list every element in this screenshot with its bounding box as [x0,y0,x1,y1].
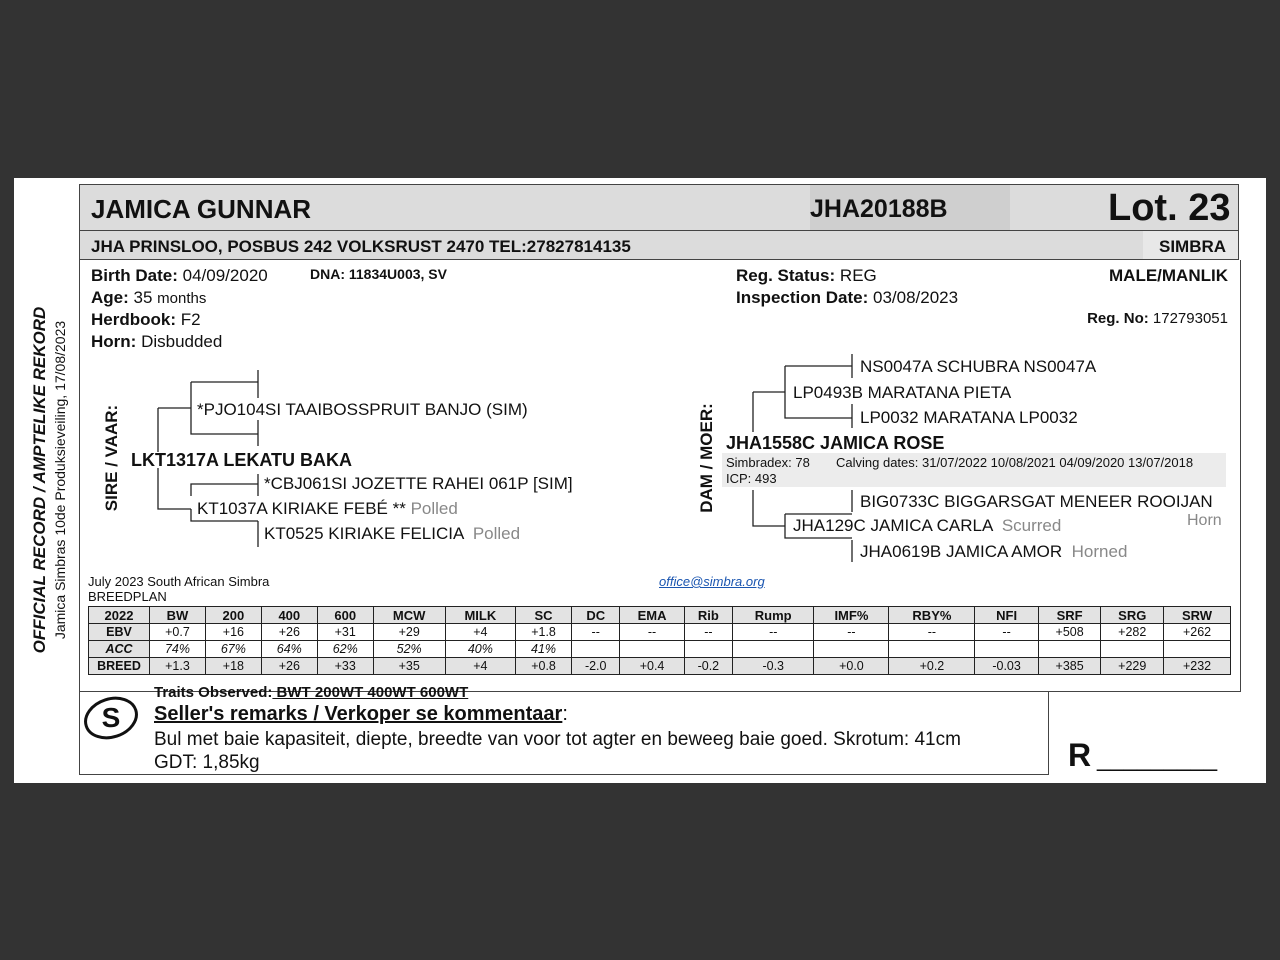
ebv-cell: +229 [1101,658,1164,675]
inspection-date: Inspection Date: 03/08/2023 [736,288,959,307]
ebv-cell [733,641,814,658]
simbra-logo-icon [83,694,139,740]
ebv-row [89,641,1231,658]
ebv-cell: -0.2 [684,658,732,675]
ebv-col-header: MILK [445,607,515,624]
ebv-cell [1038,641,1101,658]
ebv-cell: +4 [445,658,515,675]
reg-number: Reg. No: 172793051 [1087,310,1228,327]
ebv-cell: +16 [205,624,261,641]
ebv-cell: -- [684,624,732,641]
ebv-cell: +0.8 [516,658,572,675]
ebv-cell: +385 [1038,658,1101,675]
ebv-col-header: BW [150,607,206,624]
lot-number: Lot. 23 [1108,187,1231,229]
email-link[interactable]: office@simbra.org [659,574,765,589]
ebv-cell: 74% [150,641,206,658]
ebv-cell: 52% [373,641,445,658]
ebv-col-header: SRG [1101,607,1164,624]
remarks-line-1: Bul met baie kapasiteit, diepte, breedte van voor tot agter en beweeg baie goed. Skrotum: 41cm [154,729,961,750]
ebv-col-header: Rib [684,607,732,624]
ebv-header-row [89,607,1231,624]
ebv-col-header: 200 [205,607,261,624]
ebv-cell [684,641,732,658]
dam-dam: JHA129C JAMICA CARLA Scurred [793,516,1062,535]
dam-sire: LP0493B MARATANA PIETA [793,383,1012,402]
ebv-cell: 41% [516,641,572,658]
ebv-cell: +0.7 [150,624,206,641]
ebv-cell: -- [814,624,889,641]
ebv-cell: +0.2 [889,658,975,675]
ebv-col-header: SC [516,607,572,624]
traits-observed: Traits Observed: BWT 200WT 400WT 600WT [154,684,469,701]
sire-sire: *PJO104SI TAAIBOSSPRUIT BANJO (SIM) [197,400,528,419]
ebv-cell: -- [572,624,620,641]
ebv-cell [889,641,975,658]
ebv-col-header: NFI [975,607,1038,624]
ebv-cell: -- [620,624,684,641]
dam-dam-dam: JHA0619B JAMICA AMOR Horned [860,542,1128,561]
dna-info: DNA: 11834U003, SV [310,266,447,282]
dam-dam-sire: BIG0733C BIGGARSGAT MENEER ROOIJAN [860,492,1213,511]
ebv-cell: +0.4 [620,658,684,675]
auction-subtitle: Jamica Simbras 10de Produksieveiling, 17/08/2023 [52,320,68,640]
ebv-table [88,606,1231,675]
ebv-cell [1164,641,1231,658]
ebv-cell: +26 [261,658,317,675]
price-field[interactable]: _________ [1097,745,1218,772]
ebv-cell: +35 [373,658,445,675]
ebv-col-header: MCW [373,607,445,624]
herdbook: Herdbook: F2 [91,310,201,329]
birth-date: Birth Date: 04/09/2020 [91,266,268,285]
ebv-cell: +31 [317,624,373,641]
dam-sire-sire: NS0047A SCHUBRA NS0047A [860,357,1097,376]
ebv-row [89,658,1231,675]
dam-sire-dam: LP0032 MARATANA LP0032 [860,408,1078,427]
remarks-title: Seller's remarks / Verkoper se kommentaar: [154,703,568,725]
ebv-cell [814,641,889,658]
ebv-col-header: RBY% [889,607,975,624]
ebv-col-header: EMA [620,607,684,624]
ebv-cell [572,641,620,658]
ebv-cell: 62% [317,641,373,658]
ebv-cell: +29 [373,624,445,641]
sire-label: SIRE / VAAR: [102,404,121,512]
sire-dam-dam: KT0525 KIRIAKE FELICIA Polled [264,524,521,543]
sire-dam-sire: *CBJ061SI JOZETTE RAHEI 061P [SIM] [264,474,573,493]
ebv-row [89,624,1231,641]
official-record-title: OFFICIAL RECORD / AMPTELIKE REKORD [30,306,49,654]
breed-label: SIMBRA [1159,237,1227,256]
ebv-cell: 67% [205,641,261,658]
ebv-cell: +508 [1038,624,1101,641]
ebv-cell: +1.8 [516,624,572,641]
sire-name: LKT1317A LEKATU BAKA [131,450,353,470]
ebv-col-header: 400 [261,607,317,624]
ebv-cell: +0.0 [814,658,889,675]
simbradex: Simbradex: 78 [726,455,810,470]
ebv-cell: +18 [205,658,261,675]
ebv-cell: +1.3 [150,658,206,675]
ebv-col-header: DC [572,607,620,624]
logo-letter: S [101,702,121,733]
ebv-cell: 64% [261,641,317,658]
ebv-cell: +4 [445,624,515,641]
ebv-cell: 40% [445,641,515,658]
dam-stats [722,453,1226,487]
ebv-cell: +26 [261,624,317,641]
ebv-col-header: IMF% [814,607,889,624]
calving-dates: Calving dates: 31/07/2022 10/08/2021 04/09/2020 13/07/2018 [836,455,1194,470]
owner-info: JHA PRINSLOO, POSBUS 242 VOLKSRUST 2470 TEL:27827814135 [91,237,631,256]
dam-name: JHA1558C JAMICA ROSE [726,433,945,453]
ebv-source: July 2023 South African Simbra [88,574,270,589]
horn-status: Horn: Disbudded [91,332,223,351]
ebv-col-header: Rump [733,607,814,624]
reg-status: Reg. Status: REG [736,266,877,285]
ebv-cell: +262 [1164,624,1231,641]
ebv-cell: +232 [1164,658,1231,675]
animal-name: JAMICA GUNNAR [91,194,312,224]
icp: ICP: 493 [726,471,777,486]
animal-id: JHA20188B [810,195,948,223]
ebv-cell: -- [889,624,975,641]
ebv-row-label: EBV [89,624,150,641]
dam-label: DAM / MOER: [697,403,716,513]
sire-dam: KT1037A KIRIAKE FEBÉ ** Polled [197,499,458,518]
ebv-col-header: SRW [1164,607,1231,624]
ebv-cell: +282 [1101,624,1164,641]
ebv-cell [1101,641,1164,658]
ebv-row-label: BREED [89,658,150,675]
ebv-col-header: 600 [317,607,373,624]
ebv-cell [975,641,1038,658]
ebv-col-header: SRF [1038,607,1101,624]
dam-dam-sire-note: Horn [1187,512,1222,529]
ebv-cell: -- [975,624,1038,641]
ebv-cell: -- [733,624,814,641]
ebv-col-header: 2022 [89,607,150,624]
price-symbol: R [1068,737,1092,773]
ebv-cell: -0.03 [975,658,1038,675]
ebv-cell: +33 [317,658,373,675]
ebv-source-breedplan: BREEDPLAN [88,589,167,604]
ebv-cell: -2.0 [572,658,620,675]
age: Age: 35 months [91,288,207,307]
remarks-line-2: GDT: 1,85kg [154,752,260,773]
sex: MALE/MANLIK [1109,266,1228,285]
ebv-cell [620,641,684,658]
ebv-row-label: ACC [89,641,150,658]
ebv-cell: -0.3 [733,658,814,675]
